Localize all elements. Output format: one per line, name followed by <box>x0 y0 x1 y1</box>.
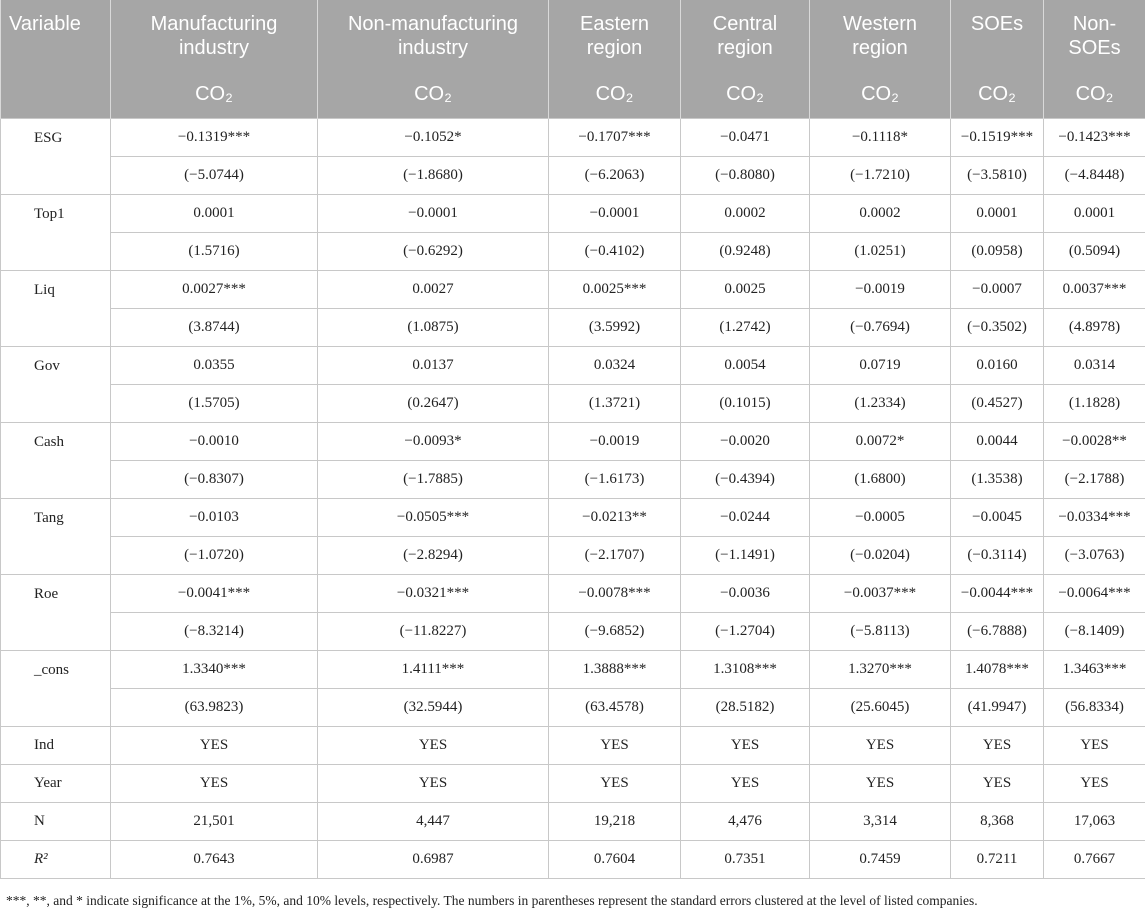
coefficient-row <box>1 119 1145 157</box>
coefficient-cell: −0.0037*** <box>810 575 951 613</box>
control-value-cell: YES <box>681 765 810 803</box>
variable-header: Variable <box>1 0 111 70</box>
standard-error-cell: (0.0958) <box>951 233 1044 271</box>
column-header: Non-SOEs <box>1044 0 1145 70</box>
control-value-cell: 0.7351 <box>681 841 810 879</box>
coefficient-row <box>1 651 1145 689</box>
coefficient-row <box>1 575 1145 613</box>
control-value-cell: 0.7459 <box>810 841 951 879</box>
standard-error-cell: (−8.3214) <box>111 613 318 651</box>
standard-error-cell: (−4.8448) <box>1044 157 1145 195</box>
column-header: Manufacturing industry <box>111 0 318 70</box>
control-row <box>1 727 1145 765</box>
control-value-cell: 8,368 <box>951 803 1044 841</box>
control-value-cell: 0.7667 <box>1044 841 1145 879</box>
standard-error-cell: (−0.4394) <box>681 461 810 499</box>
coefficient-cell: −0.1319*** <box>111 119 318 157</box>
standard-error-cell: (−1.2704) <box>681 613 810 651</box>
control-row <box>1 803 1145 841</box>
control-value-cell: YES <box>810 765 951 803</box>
coefficient-cell: −0.0044*** <box>951 575 1044 613</box>
control-value-cell: YES <box>318 727 549 765</box>
coefficient-cell: 0.0355 <box>111 347 318 385</box>
standard-error-cell: (−0.8080) <box>681 157 810 195</box>
standard-error-row <box>1 689 1145 727</box>
coefficient-cell: −0.0064*** <box>1044 575 1145 613</box>
control-value-cell: 3,314 <box>810 803 951 841</box>
coefficient-cell: −0.0093* <box>318 423 549 461</box>
control-value-cell: 0.6987 <box>318 841 549 879</box>
standard-error-cell: (−1.1491) <box>681 537 810 575</box>
dependent-variable-label: CO₂ <box>681 70 810 119</box>
standard-error-cell: (41.9947) <box>951 689 1044 727</box>
standard-error-cell: (−0.3114) <box>951 537 1044 575</box>
control-value-cell: YES <box>549 727 681 765</box>
coefficient-cell: 1.3270*** <box>810 651 951 689</box>
variable-name: _cons <box>1 651 111 727</box>
standard-error-cell: (0.4527) <box>951 385 1044 423</box>
variable-name: Tang <box>1 499 111 575</box>
standard-error-cell: (3.5992) <box>549 309 681 347</box>
standard-error-row <box>1 537 1145 575</box>
variable-name: ESG <box>1 119 111 195</box>
coefficient-cell: 1.3463*** <box>1044 651 1145 689</box>
control-row <box>1 841 1145 879</box>
coefficient-cell: 1.3108*** <box>681 651 810 689</box>
coefficient-cell: −0.1118* <box>810 119 951 157</box>
standard-error-row <box>1 461 1145 499</box>
variable-name: Roe <box>1 575 111 651</box>
coefficient-cell: 1.4111*** <box>318 651 549 689</box>
standard-error-cell: (1.5705) <box>111 385 318 423</box>
standard-error-cell: (−3.5810) <box>951 157 1044 195</box>
variable-name: Gov <box>1 347 111 423</box>
standard-error-cell: (63.9823) <box>111 689 318 727</box>
control-value-cell: 0.7604 <box>549 841 681 879</box>
variable-name: R² <box>1 841 111 879</box>
coefficient-cell: −0.0213** <box>549 499 681 537</box>
standard-error-cell: (−2.1707) <box>549 537 681 575</box>
coefficient-cell: −0.1707*** <box>549 119 681 157</box>
coefficient-row <box>1 347 1145 385</box>
coefficient-cell: −0.0001 <box>318 195 549 233</box>
control-value-cell: YES <box>1044 765 1145 803</box>
control-value-cell: YES <box>111 727 318 765</box>
coefficient-cell: −0.0078*** <box>549 575 681 613</box>
coefficient-row <box>1 195 1145 233</box>
standard-error-cell: (0.5094) <box>1044 233 1145 271</box>
standard-error-cell: (−9.6852) <box>549 613 681 651</box>
standard-error-cell: (−11.8227) <box>318 613 549 651</box>
coefficient-cell: 0.0314 <box>1044 347 1145 385</box>
control-value-cell: 4,476 <box>681 803 810 841</box>
coefficient-cell: 0.0001 <box>951 195 1044 233</box>
coefficient-cell: 0.0001 <box>1044 195 1145 233</box>
coefficient-cell: −0.0005 <box>810 499 951 537</box>
coefficient-cell: −0.0244 <box>681 499 810 537</box>
blank-header-cell <box>1 70 111 119</box>
control-value-cell: YES <box>951 727 1044 765</box>
coefficient-row <box>1 271 1145 309</box>
variable-name: Top1 <box>1 195 111 271</box>
coefficient-cell: −0.0036 <box>681 575 810 613</box>
dependent-variable-label: CO₂ <box>318 70 549 119</box>
standard-error-cell: (32.5944) <box>318 689 549 727</box>
coefficient-cell: 1.4078*** <box>951 651 1044 689</box>
control-row <box>1 765 1145 803</box>
coefficient-cell: −0.0045 <box>951 499 1044 537</box>
standard-error-cell: (1.0251) <box>810 233 951 271</box>
standard-error-cell: (63.4578) <box>549 689 681 727</box>
standard-error-row <box>1 157 1145 195</box>
coefficient-cell: 0.0002 <box>681 195 810 233</box>
header-row <box>1 0 1145 70</box>
standard-error-cell: (1.3721) <box>549 385 681 423</box>
standard-error-cell: (1.2334) <box>810 385 951 423</box>
coefficient-cell: 0.0719 <box>810 347 951 385</box>
control-value-cell: YES <box>951 765 1044 803</box>
coefficient-cell: 0.0025*** <box>549 271 681 309</box>
coefficient-cell: 0.0037*** <box>1044 271 1145 309</box>
variable-name: Liq <box>1 271 111 347</box>
standard-error-cell: (4.8978) <box>1044 309 1145 347</box>
standard-error-cell: (−1.7210) <box>810 157 951 195</box>
standard-error-cell: (3.8744) <box>111 309 318 347</box>
control-value-cell: 4,447 <box>318 803 549 841</box>
coefficient-cell: −0.0019 <box>810 271 951 309</box>
control-value-cell: 0.7211 <box>951 841 1044 879</box>
coefficient-cell: 0.0025 <box>681 271 810 309</box>
column-header: Eastern region <box>549 0 681 70</box>
control-value-cell: 19,218 <box>549 803 681 841</box>
standard-error-cell: (−2.8294) <box>318 537 549 575</box>
standard-error-cell: (−1.8680) <box>318 157 549 195</box>
coefficient-cell: 0.0044 <box>951 423 1044 461</box>
standard-error-row <box>1 233 1145 271</box>
coefficient-row <box>1 499 1145 537</box>
control-value-cell: 17,063 <box>1044 803 1145 841</box>
column-header: Western region <box>810 0 951 70</box>
standard-error-cell: (−0.4102) <box>549 233 681 271</box>
column-header: SOEs <box>951 0 1044 70</box>
coefficient-cell: −0.0505*** <box>318 499 549 537</box>
standard-error-cell: (−0.6292) <box>318 233 549 271</box>
coefficient-cell: −0.0334*** <box>1044 499 1145 537</box>
coefficient-row <box>1 423 1145 461</box>
control-value-cell: 21,501 <box>111 803 318 841</box>
coefficient-cell: −0.1052* <box>318 119 549 157</box>
coefficient-cell: −0.0321*** <box>318 575 549 613</box>
coefficient-cell: −0.1423*** <box>1044 119 1145 157</box>
variable-name: Ind <box>1 727 111 765</box>
coefficient-cell: −0.0041*** <box>111 575 318 613</box>
coefficient-cell: 0.0137 <box>318 347 549 385</box>
coefficient-cell: −0.0028** <box>1044 423 1145 461</box>
control-value-cell: YES <box>681 727 810 765</box>
standard-error-cell: (−5.8113) <box>810 613 951 651</box>
coefficient-cell: −0.0001 <box>549 195 681 233</box>
standard-error-cell: (56.8334) <box>1044 689 1145 727</box>
column-header: Central region <box>681 0 810 70</box>
dependent-variable-label: CO₂ <box>111 70 318 119</box>
coefficient-cell: 1.3340*** <box>111 651 318 689</box>
standard-error-cell: (−0.0204) <box>810 537 951 575</box>
standard-error-cell: (−5.0744) <box>111 157 318 195</box>
variable-name: Year <box>1 765 111 803</box>
standard-error-cell: (−2.1788) <box>1044 461 1145 499</box>
standard-error-cell: (−1.7885) <box>318 461 549 499</box>
column-header: Non-manufacturing industry <box>318 0 549 70</box>
standard-error-cell: (1.6800) <box>810 461 951 499</box>
standard-error-cell: (1.5716) <box>111 233 318 271</box>
standard-error-row <box>1 613 1145 651</box>
standard-error-cell: (−6.7888) <box>951 613 1044 651</box>
dependent-variable-label: CO₂ <box>951 70 1044 119</box>
standard-error-cell: (−1.6173) <box>549 461 681 499</box>
standard-error-row <box>1 385 1145 423</box>
standard-error-cell: (1.0875) <box>318 309 549 347</box>
coefficient-cell: 0.0027*** <box>111 271 318 309</box>
control-value-cell: YES <box>810 727 951 765</box>
coefficient-cell: 0.0002 <box>810 195 951 233</box>
standard-error-cell: (28.5182) <box>681 689 810 727</box>
standard-error-row <box>1 309 1145 347</box>
coefficient-cell: −0.0020 <box>681 423 810 461</box>
dependent-variable-label: CO₂ <box>1044 70 1145 119</box>
control-value-cell: YES <box>318 765 549 803</box>
coefficient-cell: 0.0027 <box>318 271 549 309</box>
standard-error-cell: (1.2742) <box>681 309 810 347</box>
dependent-variable-label: CO₂ <box>549 70 681 119</box>
variable-name: N <box>1 803 111 841</box>
control-value-cell: YES <box>549 765 681 803</box>
standard-error-cell: (0.1015) <box>681 385 810 423</box>
coefficient-cell: −0.0103 <box>111 499 318 537</box>
coefficient-cell: 0.0160 <box>951 347 1044 385</box>
dependent-variable-row <box>1 70 1145 119</box>
coefficient-cell: 0.0072* <box>810 423 951 461</box>
coefficient-cell: 0.0054 <box>681 347 810 385</box>
coefficient-cell: 1.3888*** <box>549 651 681 689</box>
standard-error-cell: (0.9248) <box>681 233 810 271</box>
coefficient-cell: −0.0471 <box>681 119 810 157</box>
coefficient-cell: 0.0001 <box>111 195 318 233</box>
control-value-cell: 0.7643 <box>111 841 318 879</box>
standard-error-cell: (−3.0763) <box>1044 537 1145 575</box>
coefficient-cell: 0.0324 <box>549 347 681 385</box>
coefficient-cell: −0.0019 <box>549 423 681 461</box>
standard-error-cell: (−1.0720) <box>111 537 318 575</box>
dependent-variable-label: CO₂ <box>810 70 951 119</box>
variable-name: Cash <box>1 423 111 499</box>
coefficient-cell: −0.0007 <box>951 271 1044 309</box>
standard-error-cell: (1.3538) <box>951 461 1044 499</box>
standard-error-cell: (1.1828) <box>1044 385 1145 423</box>
table-body <box>1 119 1145 879</box>
coefficient-cell: −0.1519*** <box>951 119 1044 157</box>
control-value-cell: YES <box>111 765 318 803</box>
standard-error-cell: (−0.7694) <box>810 309 951 347</box>
standard-error-cell: (−6.2063) <box>549 157 681 195</box>
standard-error-cell: (0.2647) <box>318 385 549 423</box>
table-footnote: ***, **, and * indicate significance at the 1%, 5%, and 10% levels, respectively. The numbers in parentheses represent the standard errors clustered at the level of listed companies. <box>6 893 978 908</box>
standard-error-cell: (−0.8307) <box>111 461 318 499</box>
standard-error-cell: (25.6045) <box>810 689 951 727</box>
standard-error-cell: (−8.1409) <box>1044 613 1145 651</box>
control-value-cell: YES <box>1044 727 1145 765</box>
standard-error-cell: (−0.3502) <box>951 309 1044 347</box>
coefficient-cell: −0.0010 <box>111 423 318 461</box>
